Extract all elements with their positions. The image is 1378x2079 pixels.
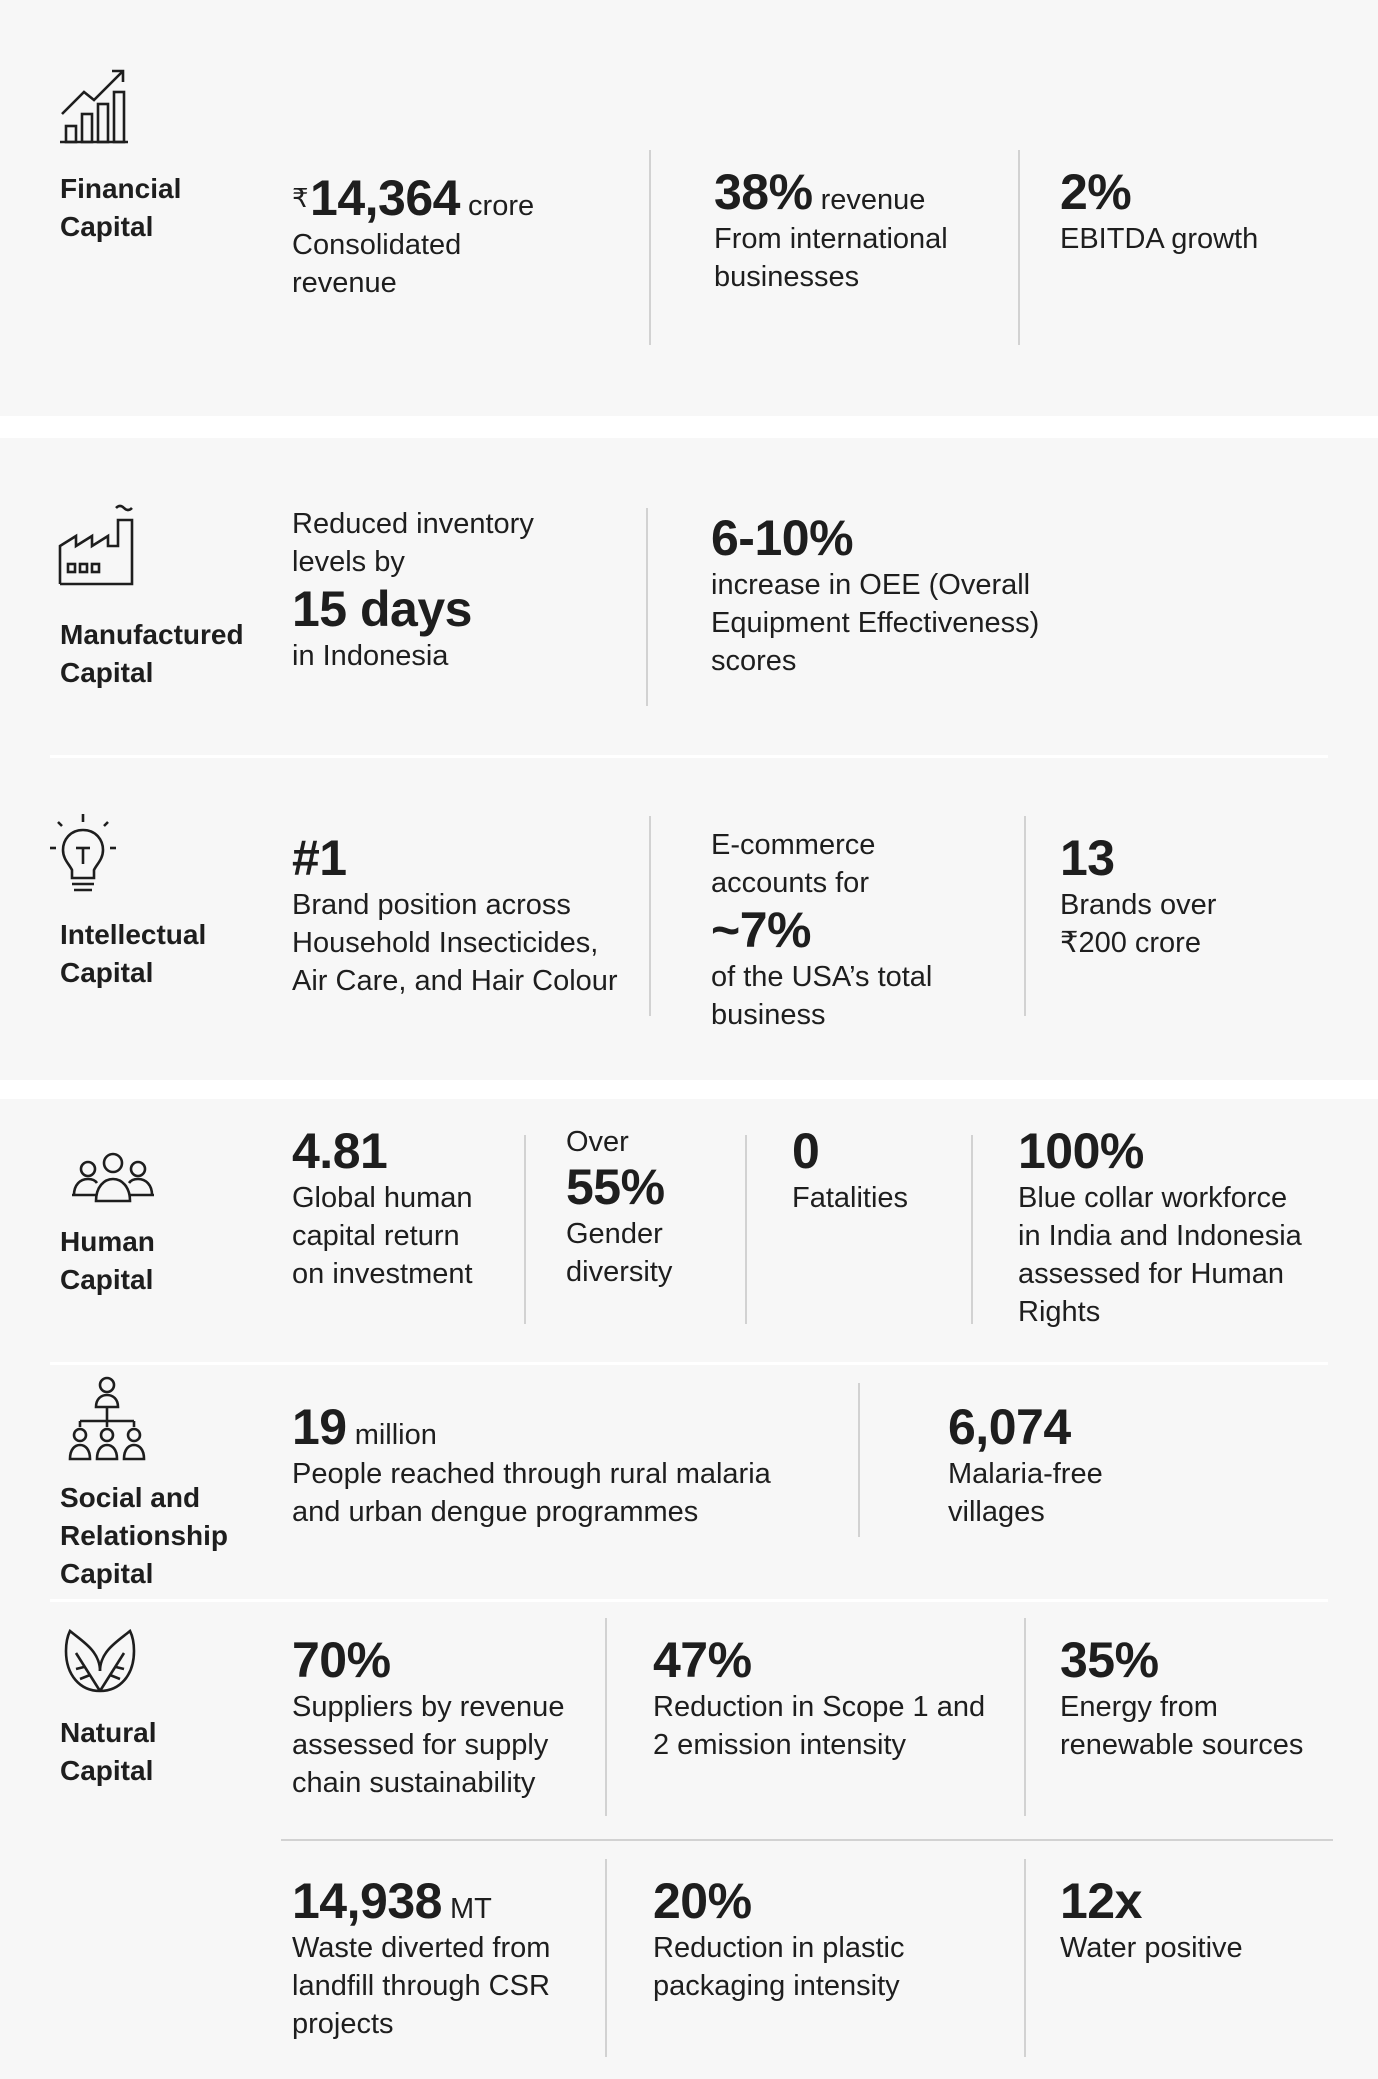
divider (745, 1135, 747, 1324)
stat-desc: Consolidated (292, 229, 462, 261)
section-label (60, 170, 181, 246)
stat-desc: landfill through CSR (292, 1970, 550, 2002)
bar-chart-growth-icon (56, 66, 134, 146)
stat-desc: Equipment Effectiveness) (711, 607, 1040, 639)
stat-people-reached (292, 1399, 771, 1531)
stat-unit: revenue (820, 184, 926, 216)
financial-capital-section (0, 0, 1378, 416)
stat-inventory (292, 505, 534, 675)
stat-desc: in India and Indonesia (1018, 1220, 1302, 1252)
section-separator (50, 1362, 1328, 1365)
stat-plastic-packaging (653, 1873, 904, 2005)
row-separator (281, 1839, 1333, 1841)
stat-emission-intensity (653, 1632, 985, 1764)
divider (858, 1383, 860, 1537)
stat-desc: chain sustainability (292, 1767, 536, 1799)
stat-value: 20% (653, 1873, 752, 1929)
stat-unit: MT (450, 1893, 492, 1925)
stat-value: #1 (292, 830, 347, 886)
section-label (60, 1714, 156, 1790)
stat-desc: levels by (292, 546, 405, 578)
stat-desc: assessed for supply (292, 1729, 549, 1761)
stat-consolidated-revenue (292, 170, 534, 302)
stat-desc: Rights (1018, 1296, 1101, 1328)
stat-unit: crore (468, 190, 535, 222)
stat-value: 47% (653, 1632, 752, 1688)
stat-desc: business (711, 999, 826, 1031)
label-line: Manufactured (60, 619, 244, 650)
stat-desc: diversity (566, 1256, 673, 1288)
stat-desc: Suppliers by revenue (292, 1691, 565, 1723)
stat-fatalities (792, 1123, 908, 1217)
stat-water-positive (1060, 1873, 1243, 1967)
stat-international-revenue (714, 164, 948, 296)
stat-value: 35% (1060, 1632, 1159, 1688)
stat-desc: renewable sources (1060, 1729, 1304, 1761)
stat-value: 13 (1060, 830, 1115, 886)
stat-desc: E-commerce (711, 829, 876, 861)
stat-desc: Reduction in plastic (653, 1932, 905, 1964)
people-group-icon (68, 1149, 158, 1205)
stat-unit: million (354, 1419, 437, 1451)
stat-desc: Reduced inventory (292, 508, 534, 540)
section-label (60, 1479, 228, 1593)
stat-human-rights (1018, 1123, 1302, 1331)
stat-value: 0 (792, 1123, 820, 1179)
divider (605, 1618, 607, 1816)
stat-value: 55% (566, 1159, 665, 1215)
section-label (60, 1223, 155, 1299)
divider (1024, 816, 1026, 1016)
network-people-icon (62, 1375, 152, 1465)
manufactured-intellectual-section (0, 438, 1378, 1080)
stat-gender-diversity (566, 1125, 672, 1291)
stat-renewable-energy (1060, 1632, 1303, 1764)
stat-ebitda (1060, 164, 1258, 258)
stat-desc: Blue collar workforce (1018, 1182, 1288, 1214)
stat-desc: Energy from (1060, 1691, 1218, 1723)
section-label (60, 916, 206, 992)
divider (524, 1135, 526, 1324)
label-line: Capital (60, 1558, 154, 1589)
stat-desc: Waste diverted from (292, 1932, 551, 1964)
stat-desc: Reduction in Scope 1 and (653, 1691, 986, 1723)
stat-value: 2% (1060, 164, 1132, 220)
stat-hcroi (292, 1123, 473, 1293)
stat-desc: capital return (292, 1220, 460, 1252)
leaf-icon (62, 1629, 138, 1695)
stat-desc: Global human (292, 1182, 473, 1214)
stat-brands-over (1060, 830, 1216, 962)
currency-symbol: ₹ (292, 183, 309, 213)
stat-desc: EBITDA growth (1060, 223, 1259, 255)
stat-value: 19 (292, 1399, 347, 1455)
stat-value: 15 days (292, 581, 472, 637)
section-separator (50, 755, 1328, 758)
stat-desc: Household Insecticides, (292, 927, 599, 959)
label-line: Capital (60, 1264, 154, 1295)
stat-value: 38% (714, 164, 813, 220)
stat-brand-position (292, 830, 618, 1000)
stat-desc: From international (714, 223, 948, 255)
stat-desc: Over (566, 1126, 629, 1158)
stat-desc: on investment (292, 1258, 473, 1290)
stat-desc: Brand position across (292, 889, 571, 921)
value-text: 14,364 (310, 170, 460, 226)
stat-desc: Brands over (1060, 889, 1217, 921)
stat-desc: and urban dengue programmes (292, 1496, 699, 1528)
stat-value: 100% (1018, 1123, 1144, 1179)
stat-desc: businesses (714, 261, 860, 293)
label-line: Human (60, 1226, 155, 1257)
stat-desc: assessed for Human (1018, 1258, 1284, 1290)
stat-desc: of the USA’s total (711, 961, 933, 993)
label-line: Financial (60, 173, 182, 204)
stat-desc: increase in OEE (Overall (711, 569, 1031, 601)
stat-value (292, 170, 460, 226)
label-line: Capital (60, 1755, 154, 1786)
stat-desc: packaging intensity (653, 1970, 900, 2002)
divider (649, 150, 651, 345)
stat-desc: in Indonesia (292, 640, 449, 672)
stat-waste-diverted (292, 1873, 550, 2043)
lightbulb-icon (50, 812, 116, 898)
divider (649, 816, 651, 1016)
label-line: Capital (60, 657, 154, 688)
stat-desc: Fatalities (792, 1182, 909, 1214)
stat-malaria-free (948, 1399, 1103, 1531)
stat-ecommerce (711, 826, 932, 1034)
stat-value: 70% (292, 1632, 391, 1688)
stat-desc: People reached through rural malaria (292, 1458, 771, 1490)
section-separator (50, 1599, 1328, 1602)
divider (971, 1135, 973, 1324)
divider (1018, 150, 1020, 345)
divider (1024, 1618, 1026, 1816)
label-line: Relationship (60, 1520, 229, 1551)
label-line: Capital (60, 957, 154, 988)
stat-desc: Water positive (1060, 1932, 1243, 1964)
factory-icon (56, 500, 140, 588)
stat-desc: 2 emission intensity (653, 1729, 907, 1761)
stat-value: 14,938 (292, 1873, 442, 1929)
divider (605, 1859, 607, 2057)
stat-desc: accounts for (711, 867, 869, 899)
label-line: Social and (60, 1482, 201, 1513)
stat-desc: Gender (566, 1218, 663, 1250)
label-line: Intellectual (60, 919, 207, 950)
stat-value: 4.81 (292, 1123, 388, 1179)
stat-desc: villages (948, 1496, 1045, 1528)
stat-value: 6,074 (948, 1399, 1071, 1455)
stat-desc: Air Care, and Hair Colour (292, 965, 618, 997)
human-social-natural-section (0, 1099, 1378, 2079)
stat-oee (711, 510, 1039, 680)
stat-desc: Malaria-free (948, 1458, 1103, 1490)
stat-value: ~7% (711, 902, 811, 958)
stat-desc: projects (292, 2008, 394, 2040)
divider (646, 508, 648, 706)
label-line: Capital (60, 211, 154, 242)
stat-desc: scores (711, 645, 797, 677)
stat-desc: ₹200 crore (1060, 927, 1201, 959)
divider (1024, 1859, 1026, 2057)
stat-suppliers-assessed (292, 1632, 564, 1802)
stat-desc: revenue (292, 267, 397, 299)
section-label (60, 616, 244, 692)
stat-value: 12x (1060, 1873, 1142, 1929)
label-line: Natural (60, 1717, 157, 1748)
stat-value: 6-10% (711, 510, 854, 566)
